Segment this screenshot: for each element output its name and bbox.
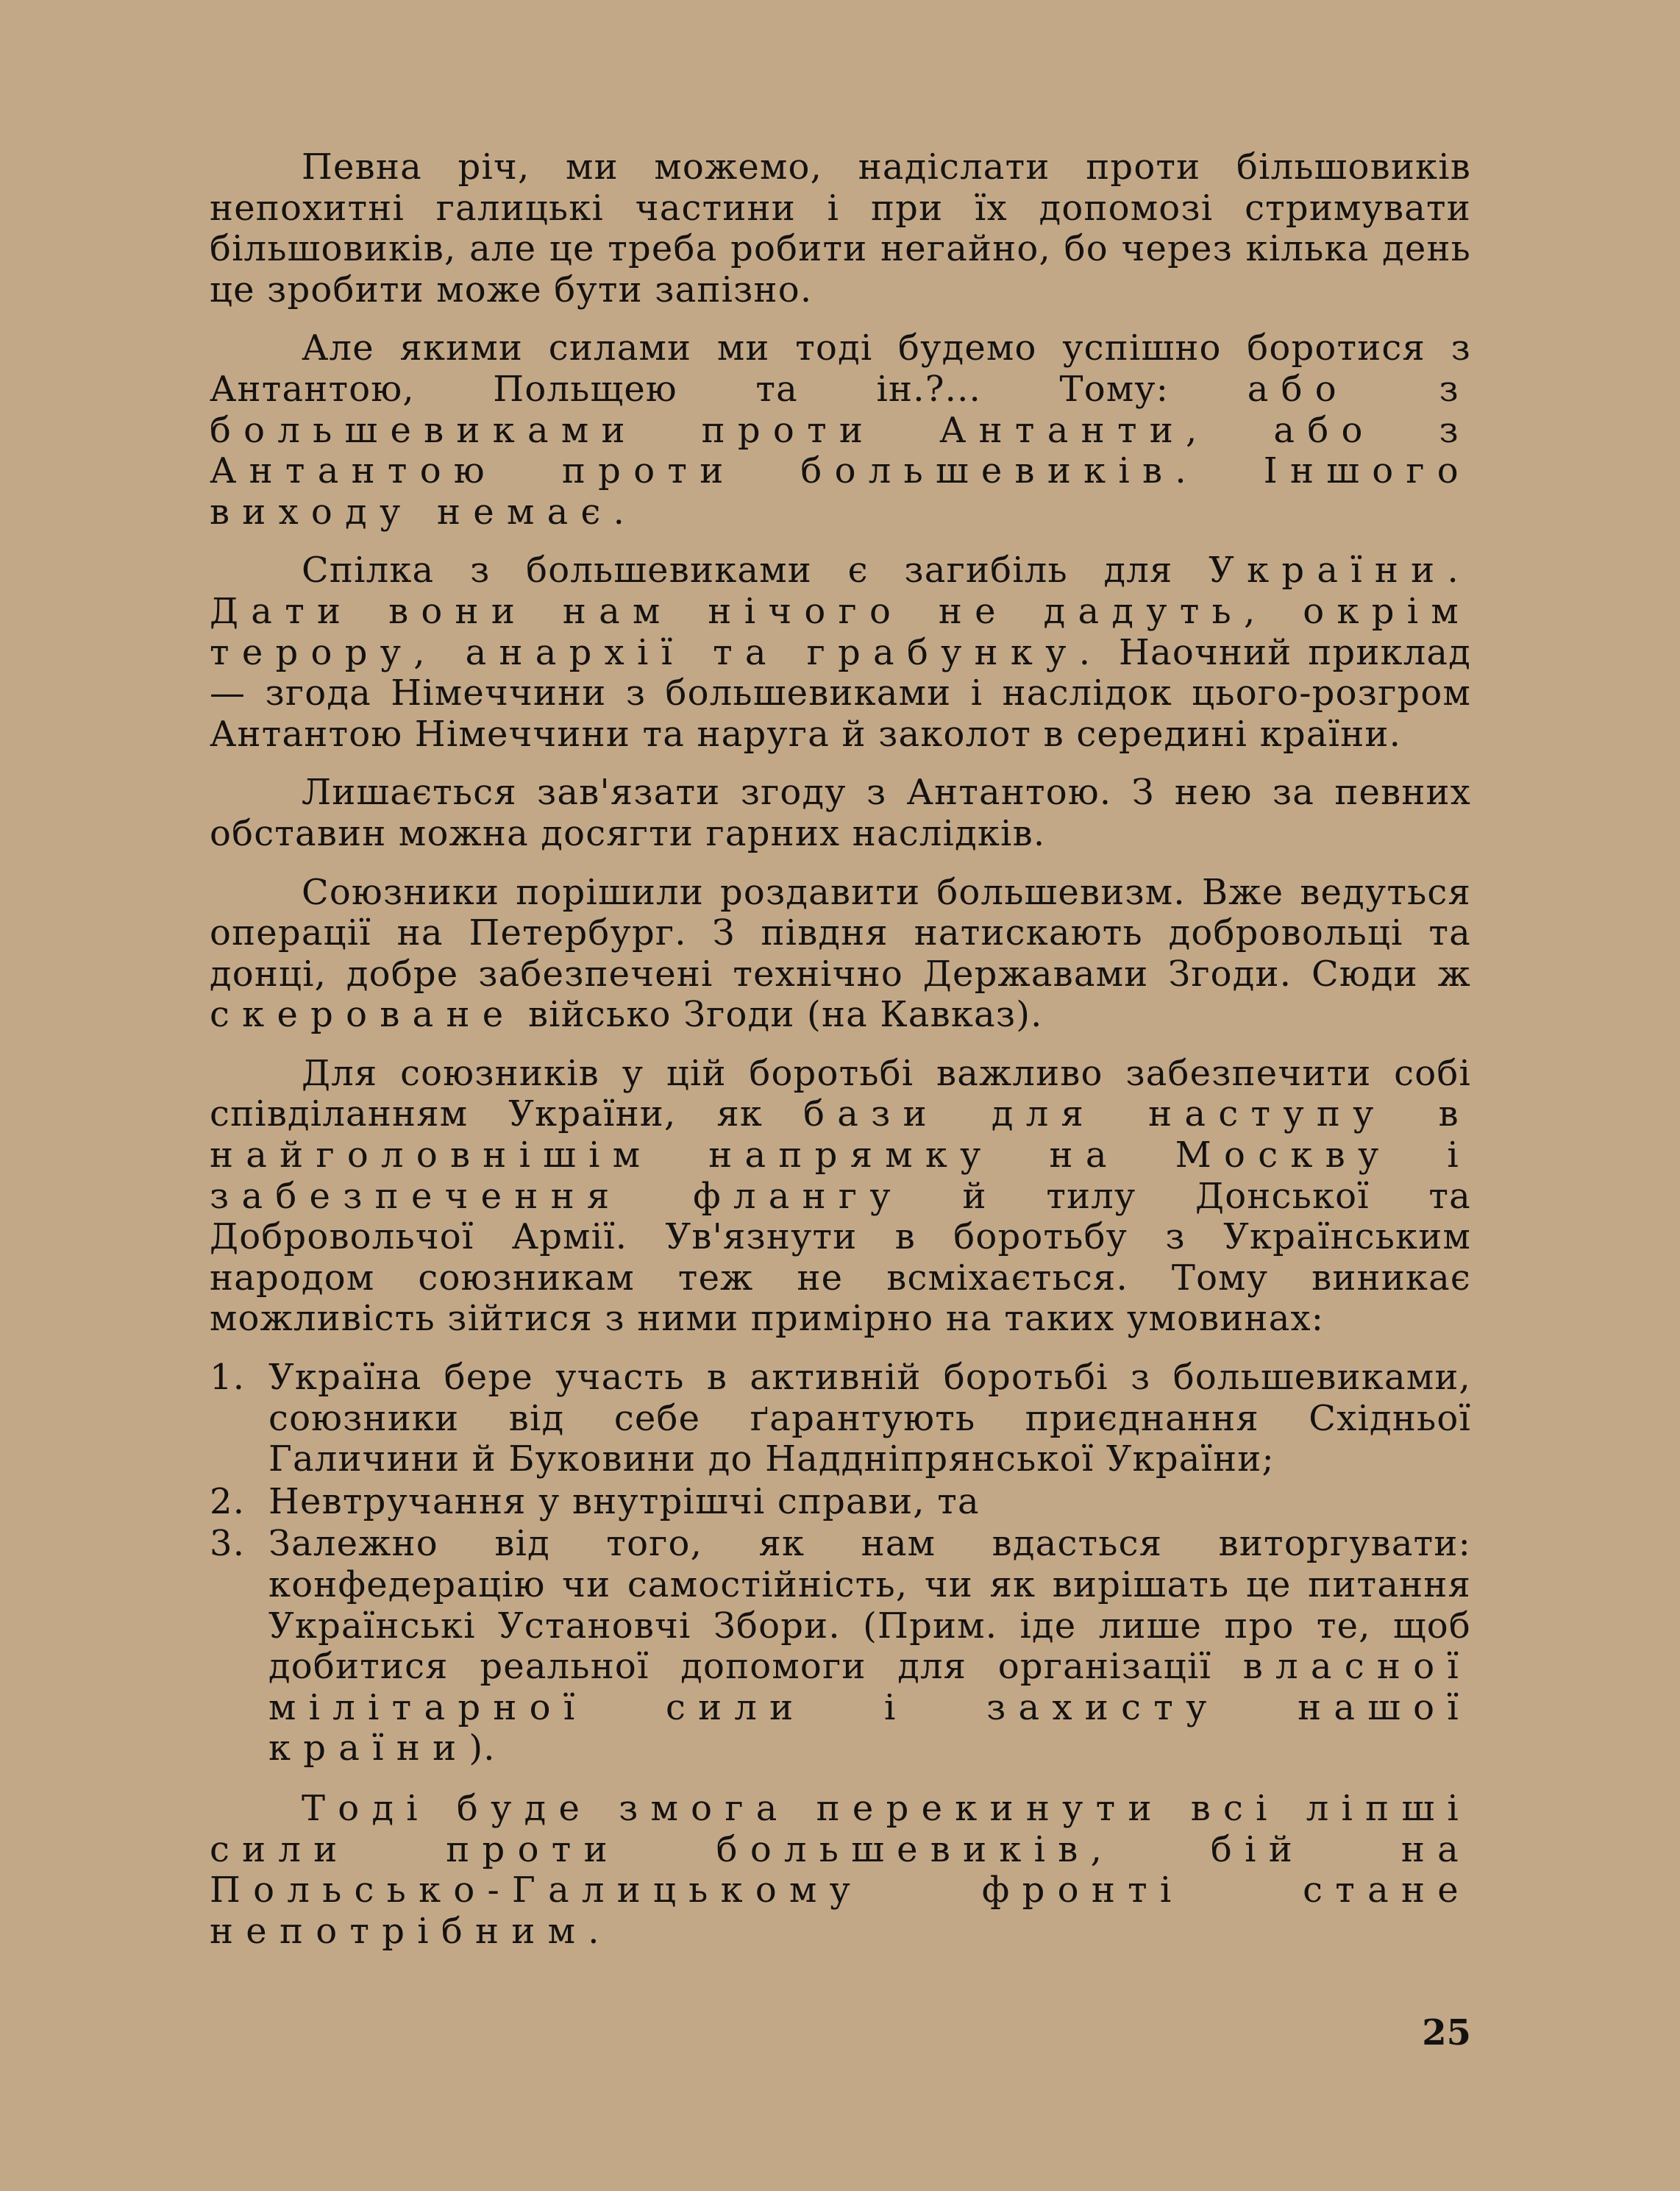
paragraph-6-text-end: й тилу Донської та Добровольчої Армії. Ув'язнути в боротьбу з Українським народом союзникам теж не всміхається. Тому виникає можливість зійтися з ними примірно на таких умовинах: [210, 1175, 1471, 1340]
paragraph-2 [210, 328, 1471, 533]
paragraph-2-text: Але якими силами ми тоді будемо успішно боротися з Антантою, Польщею та ін.?... Тому: [210, 327, 1471, 410]
list-item-text: Невтручання у внутрішчі справи, та [268, 1480, 980, 1522]
paragraph-6-spaced-text: бази для наступу в найголовнішім напрямку на Москву і забезпечення флангу [210, 1093, 1471, 1217]
list-item-number: 1. [210, 1357, 246, 1399]
paragraph-4-text: Лишається зав'язати згоду з Антантою. З нею за певних обставин можна досягти гарних наслідків. [210, 772, 1471, 854]
paragraph-5-spaced-text: скероване [210, 994, 516, 1036]
paragraph-6 [210, 1054, 1471, 1340]
list-item [210, 1357, 1471, 1480]
list-item-text: Україна бере участь в активній боротьбі з большевиками, союзники від себе ґарантують приєднання Східньої Галичини й Буковини до Наддніпрянської України; [268, 1357, 1471, 1480]
paragraph-3 [210, 550, 1471, 755]
list-item-number: 2. [210, 1480, 246, 1522]
page-body [210, 147, 1471, 1970]
paragraph-7-spaced-text: Тоді буде змога перекинути всі ліпші сили проти большевиків, бій на Польсько-Галицькому фронті стане непотрібним. [210, 1787, 1471, 1952]
page-number: 25 [1422, 2012, 1471, 2053]
list-item-spaced-text: власної мілітарної сили і захисту нашої країни [268, 1646, 1471, 1769]
paragraph-4 [210, 773, 1471, 854]
list-item [210, 1524, 1471, 1769]
paragraph-2-spaced-text: або з большевиками проти Антанти, або з Антантою проти большевиків. Іншого виходу немає. [210, 368, 1471, 533]
conditions-list [210, 1357, 1471, 1769]
paragraph-5-text: Союзники порішили роздавити большевизм. Вже ведуться операції на Петербург. З півдня натискають добровольці та донці, добре забезпечені технічно Державами Згоди. Сюди ж [210, 871, 1471, 995]
list-item-number: 3. [210, 1523, 246, 1565]
paragraph-3-text: Спілка з большевиками є загибіль для [302, 550, 1209, 592]
paragraph-1 [210, 147, 1471, 310]
paragraph-3-spaced-text: України. Дати вони нам нічого не дадуть, окрім терору, анархії та грабунку. [210, 550, 1471, 673]
paragraph-6-text: Для союзників у цій боротьбі важливо забезпечити собі співділанням України, як [210, 1052, 1471, 1135]
paragraph-5-text-end: військо Згоди (на Кавказ). [516, 994, 1043, 1036]
paragraph-5 [210, 873, 1471, 1036]
list-item [210, 1482, 1471, 1523]
list-item-text-end: ). [469, 1727, 496, 1769]
paragraph-7 [210, 1789, 1471, 1952]
paragraph-1-text: Певна річ, ми можемо, надіслати проти більшовиків непохитні галицькі частини і при їх допомозі стримувати більшовиків, але це треба робити негайно, бо через кілька день це зробити може бути запізно. [210, 146, 1471, 310]
list-item-text: Залежно від того, як нам вдасться виторгувати: конфедерацію чи самостійність, чи як вирішать це питання Українські Установчі Збори. (Прим. іде лише про те, щоб добитися реальної допомоги для організації [268, 1523, 1471, 1688]
paragraph-3-text-end: Наочний приклад — згода Німеччини з большевиками і наслідок цього-розгром Антантою Німеччини та наруга й заколот в середині країни. [210, 631, 1471, 755]
